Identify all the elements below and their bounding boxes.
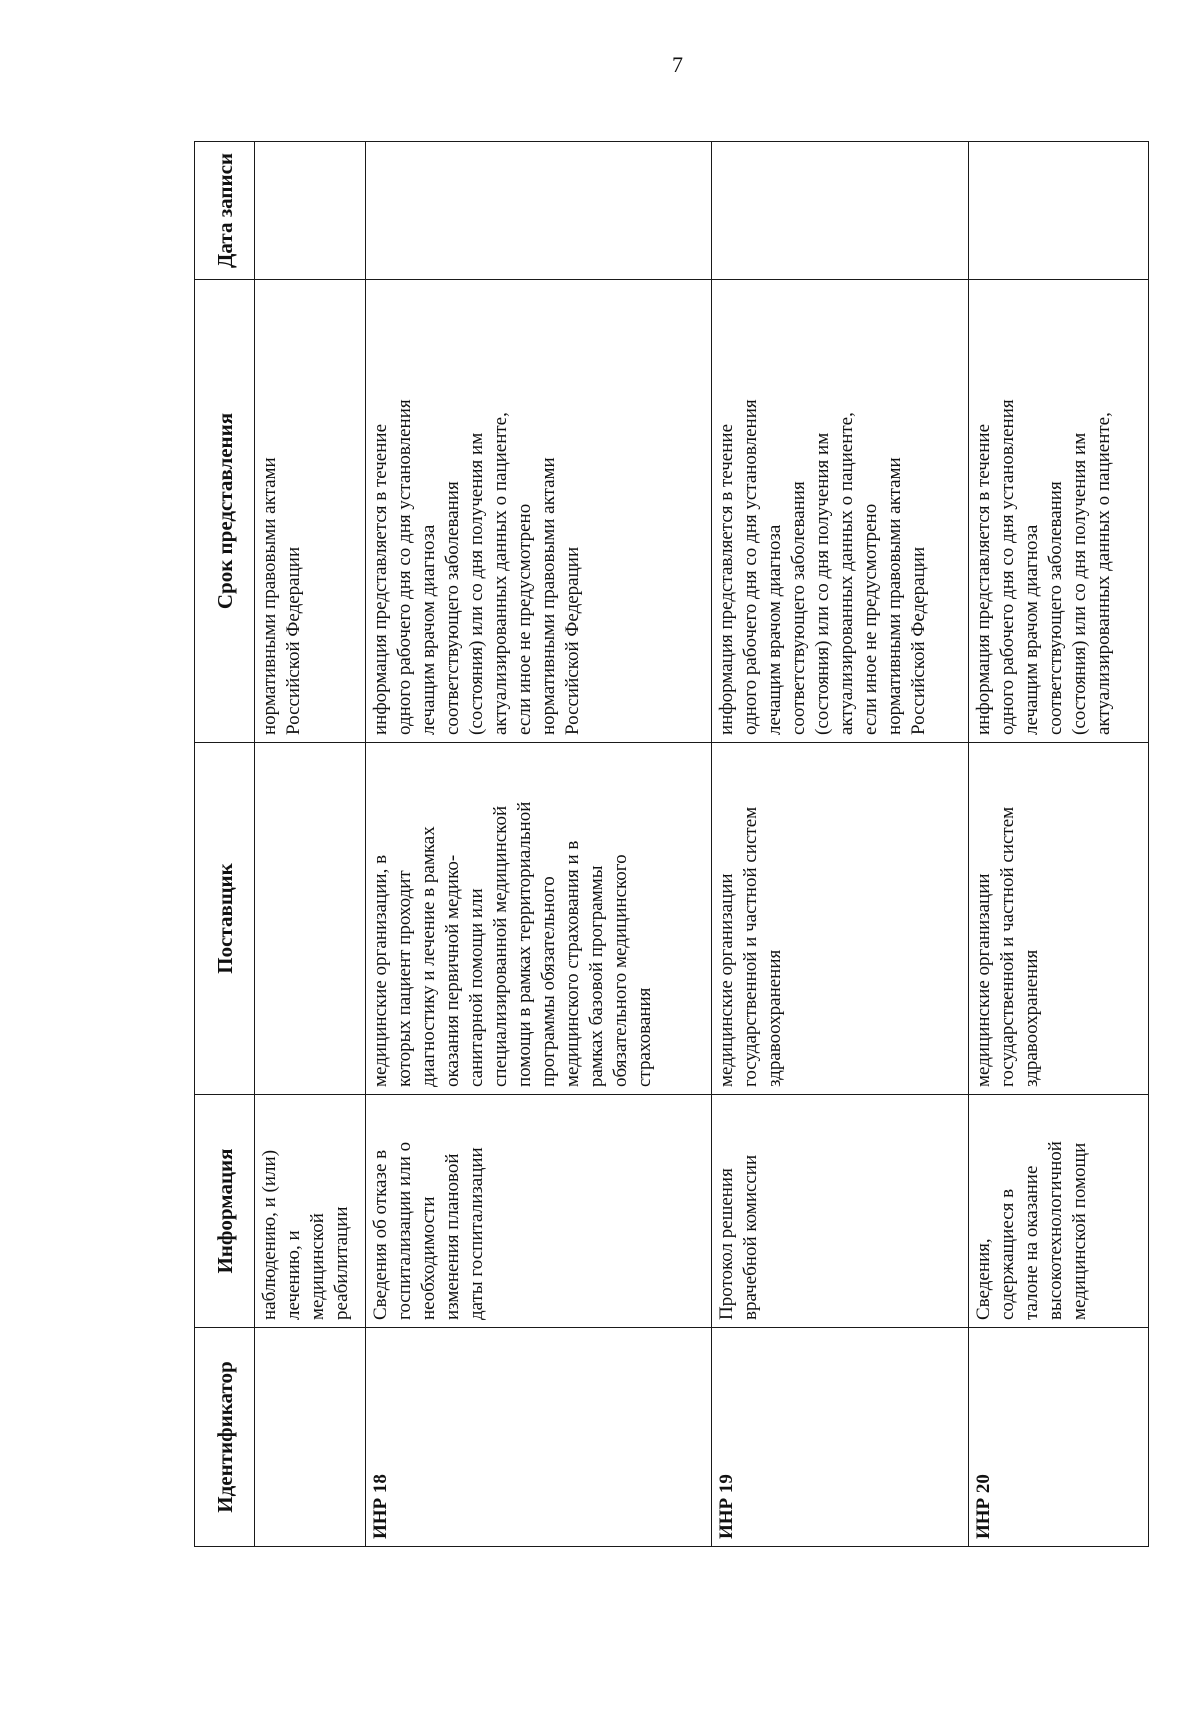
cell-information: наблюдению, и (или) лечению, и медицинской реабилитации bbox=[255, 1095, 366, 1328]
cell-information: Сведения, содержащиеся в талоне на оказание высокотехнологичной медицинской помощи bbox=[969, 1095, 1149, 1328]
cell-identifier: ИНР 20 bbox=[969, 1328, 1149, 1547]
cell-date bbox=[366, 142, 712, 280]
header-supplier: Поставщик bbox=[195, 743, 255, 1095]
rotated-table-container bbox=[194, 142, 1148, 1547]
cell-date bbox=[255, 142, 366, 280]
table-row bbox=[712, 142, 969, 1547]
cell-information: Протокол решения врачебной комиссии bbox=[712, 1095, 969, 1328]
cell-identifier: ИНР 19 bbox=[712, 1328, 969, 1547]
table-row bbox=[969, 142, 1149, 1547]
header-information: Информация bbox=[195, 1095, 255, 1328]
cell-identifier bbox=[255, 1328, 366, 1547]
table-row bbox=[366, 142, 712, 1547]
cell-information: Сведения об отказе в госпитализации или о необходимости изменения плановой даты госпитализации bbox=[366, 1095, 712, 1328]
header-identifier: Идентификатор bbox=[195, 1328, 255, 1547]
cell-date bbox=[712, 142, 969, 280]
header-date: Дата записи bbox=[195, 142, 255, 280]
header-term: Срок представления bbox=[195, 280, 255, 743]
cell-term: информация представляется в течение одного рабочего дня со дня установления лечащим врачом диагноза соответствующего заболевания (состояния) или со дня получения им актуализированных данных о пациенте, bbox=[969, 280, 1149, 743]
cell-term: информация представляется в течение одного рабочего дня со дня установления лечащим врачом диагноза соответствующего заболевания (состояния) или со дня получения им актуализированных данных о пациенте, если иное не предусмотрено нормативными правовыми актами Российской Федерации bbox=[712, 280, 969, 743]
records-table bbox=[194, 141, 1149, 1547]
cell-supplier bbox=[255, 743, 366, 1095]
cell-supplier: медицинские организации государственной и частной систем здравоохранения bbox=[712, 743, 969, 1095]
cell-date bbox=[969, 142, 1149, 280]
cell-term: нормативными правовыми актами Российской Федерации bbox=[255, 280, 366, 743]
cell-supplier: медицинские организации государственной и частной систем здравоохранения bbox=[969, 743, 1149, 1095]
cell-identifier: ИНР 18 bbox=[366, 1328, 712, 1547]
table-header-row bbox=[195, 142, 255, 1547]
cell-supplier: медицинские организации, в которых пациент проходит диагностику и лечение в рамках оказания первичной медико- санитарной помощи или специализированной медицинской помощи в рамках территориальной программы обязательного медицинского страхования и в рамках базовой программы обязательного медицинского страхования bbox=[366, 743, 712, 1095]
cell-term: информация представляется в течение одного рабочего дня со дня установления лечащим врачом диагноза соответствующего заболевания (состояния) или со дня получения им актуализированных данных о пациенте, если иное не предусмотрено нормативными правовыми актами Российской Федерации bbox=[366, 280, 712, 743]
page-number: 7 bbox=[672, 52, 683, 77]
table-row bbox=[255, 142, 366, 1547]
